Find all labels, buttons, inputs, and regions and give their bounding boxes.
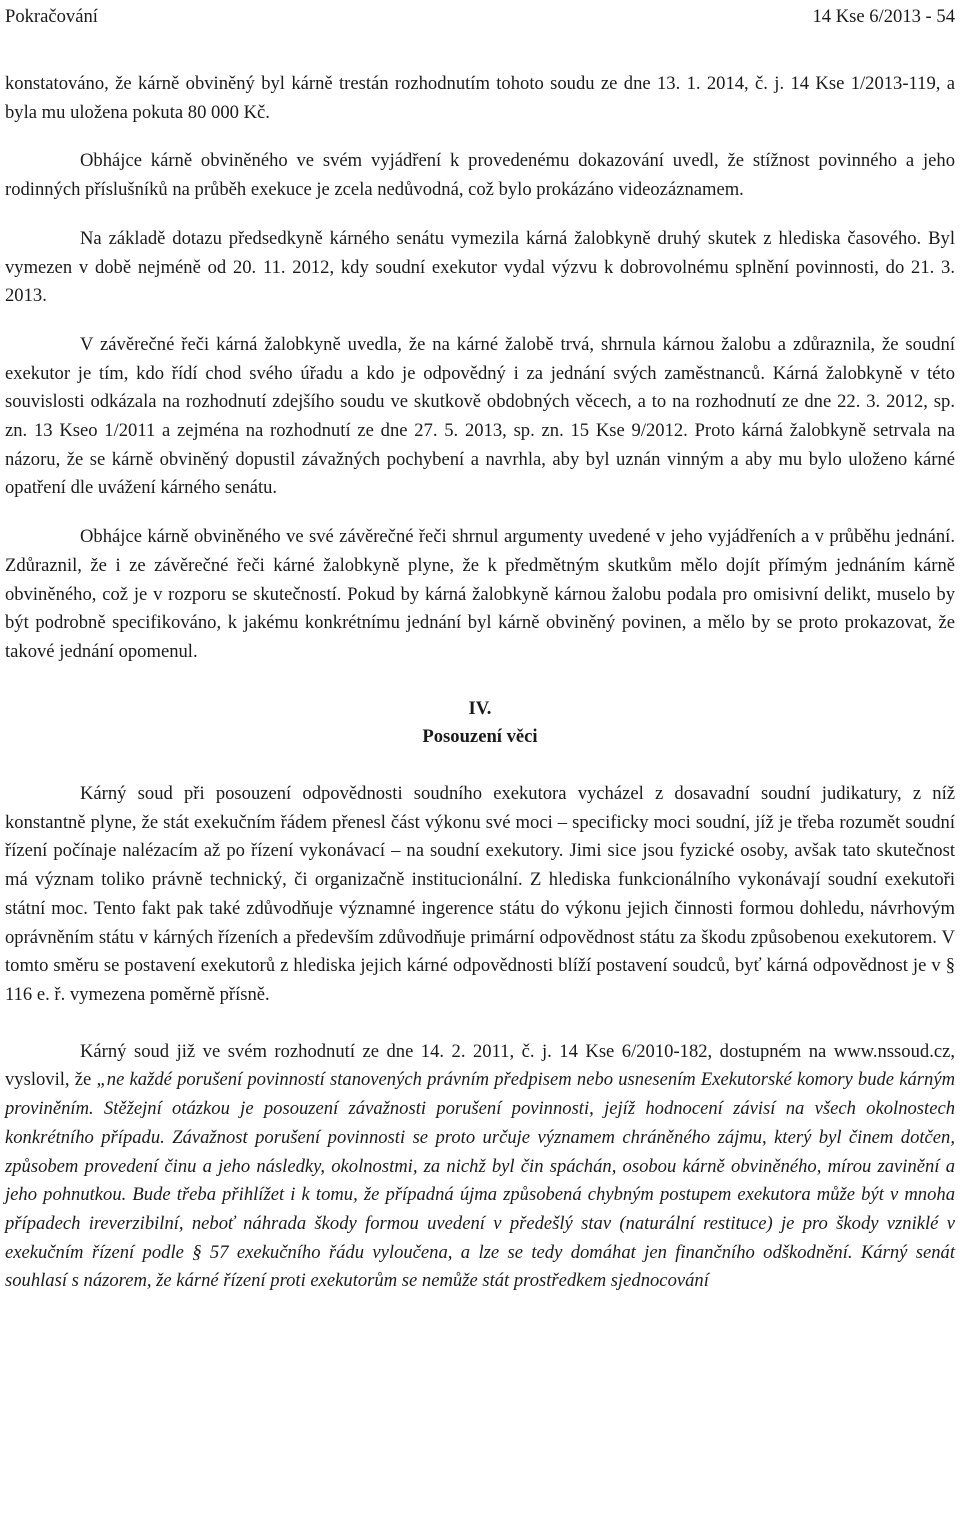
paragraph-7-intro: Kárný soud již ve svém rozhodnutí ze dne 14. 2. 2011, č. j. 14 Kse 6/2010-182, dostupném na www.nssoud.cz, vyslovil, že: [5, 1040, 955, 1091]
paragraph-4: V závěrečné řeči kárná žalobkyně uvedla, že na kárné žalobě trvá, shrnula kárnou žalobu a zdůraznila, že soudní exekutor je tím, kdo řídí chod svého úřadu a kdo je odpovědný i za jednání svých zaměstnanců. Kárná žalobkyně v této souvislosti odkázala na rozhodnutí zdejšího soudu ve skutkově obdobných věcech, a to na rozhodnutí ze dne 22. 3. 2012, sp. zn. 13 Kseo 1/2011 a zejména na rozhodnutí ze dne 27. 5. 2013, sp. zn. 15 Kse 9/2012. Proto kárná žalobkyně setrvala na názoru, že se kárně obviněný dopustil závažných pochybení a navrhla, aby byl uznán vinným a aby mu bylo uloženo kárné opatření dle uvážení kárného senátu.: [5, 333, 955, 499]
paragraph-3: Na základě dotazu předsedkyně kárného senátu vymezila kárná žalobkyně druhý skutek z hlediska časového. Byl vymezen v době nejméně od 20. 11. 2012, kdy soudní exekutor vydal výzvu k dobrovolnému splnění povinnosti, do 21. 3. 2013.: [5, 227, 955, 307]
paragraph-2: Obhájce kárně obviněného ve svém vyjádření k provedenému dokazování uvedl, že stížnost povinného a jeho rodinných příslušníků na průběh exekuce je zcela nedůvodná, což bylo prokázáno videozáznamem.: [5, 150, 955, 201]
document-body: [5, 70, 955, 1296]
header-continuation: Pokračování: [5, 6, 98, 27]
header-case-number: 14 Kse 6/2013 - 54: [812, 6, 955, 27]
paragraph-7: [5, 1038, 955, 1296]
section-number: IV.: [468, 697, 492, 719]
page-header: [5, 3, 955, 31]
paragraph-1: konstatováno, že kárně obviněný byl kárně trestán rozhodnutím tohoto soudu ze dne 13. 1. 2014, č. j. 14 Kse 1/2013-119, a byla mu uložena pokuta 80 000 Kč.: [5, 73, 955, 123]
paragraph-6: Kárný soud při posouzení odpovědnosti soudního exekutora vycházel z dosavadní soudní judikatury, z níž konstantně plyne, že stát exekučním řádem přenesl část výkonu své moci – specificky moci soudní, jíž je třeba rozumět soudní řízení počínaje nalézacím až po řízení vykonávací – na soudní exekutory. Jimi sice jsou fyzické osoby, avšak tato skutečnost má význam toliko právně technický, či organizačně institucionální. Z hlediska funkcionálního vykonávají soudní exekutoři státní moc. Tento fakt pak také zdůvodňuje významné ingerence státu do výkonu jejich činnosti formou dohledu, návrhovým oprávněním státu v kárných řízeních a především zdůvodňuje primární odpovědnost státu za škodu způsobenou exekutorem. V tomto směru se postavení exekutorů z hlediska jejich kárné odpovědnosti blíží postavení soudců, byť kárná odpovědnost je v § 116 e. ř. vymezena poměrně přísně.: [5, 783, 955, 1005]
paragraph-7-quote: „ne každé porušení povinností stanovených právním předpisem nebo usnesením Exekutorské komory bude kárným proviněním. Stěžejní otázkou je posouzení závažnosti porušení povinnosti, jejíž hodnocení závisí na všech okolnostech konkrétního případu. Závažnost porušení povinnosti se proto určuje významem chráněného zájmu, který byl činem dotčen, způsobem provedení činu a jeho následky, okolnostmi, za nichž byl čin spáchán, osobou kárně obviněného, mírou zavinění a jeho pohnutkou. Bude třeba přihlížet i k tomu, že případná újma způsobená chybným postupem exekutora může být v mnoha případech ireverzibilní, neboť náhrada škody formou uvedení v předešlý stav (naturální restituce) je pro škody vzniklé v exekučním řízení podle § 57 exekučního řádu vyloučena, a lze se tedy domáhat jen finančního odškodnění. Kárný senát souhlasí s názorem, že kárné řízení proti exekutorům se nemůže stát prostředkem sjednocování: [5, 1069, 955, 1292]
paragraph-5: Obhájce kárně obviněného ve své závěrečné řeči shrnul argumenty uvedené v jeho vyjádřeních a v průběhu jednání. Zdůraznil, že i ze závěrečné řeči kárné žalobkyně plyne, že k předmětným skutkům mělo dojít přímým jednáním kárně obviněného, což je v rozporu se skutečností. Pokud by kárná žalobkyně kárnou žalobu podala pro omisivní delikt, muselo by být podrobně specifikováno, k jakému konkrétnímu jednání byl kárně obviněný povinen, a mělo by se proto prokazovat, že takové jednání opomenul.: [5, 526, 955, 662]
section-title: Posouzení věci: [422, 726, 538, 748]
